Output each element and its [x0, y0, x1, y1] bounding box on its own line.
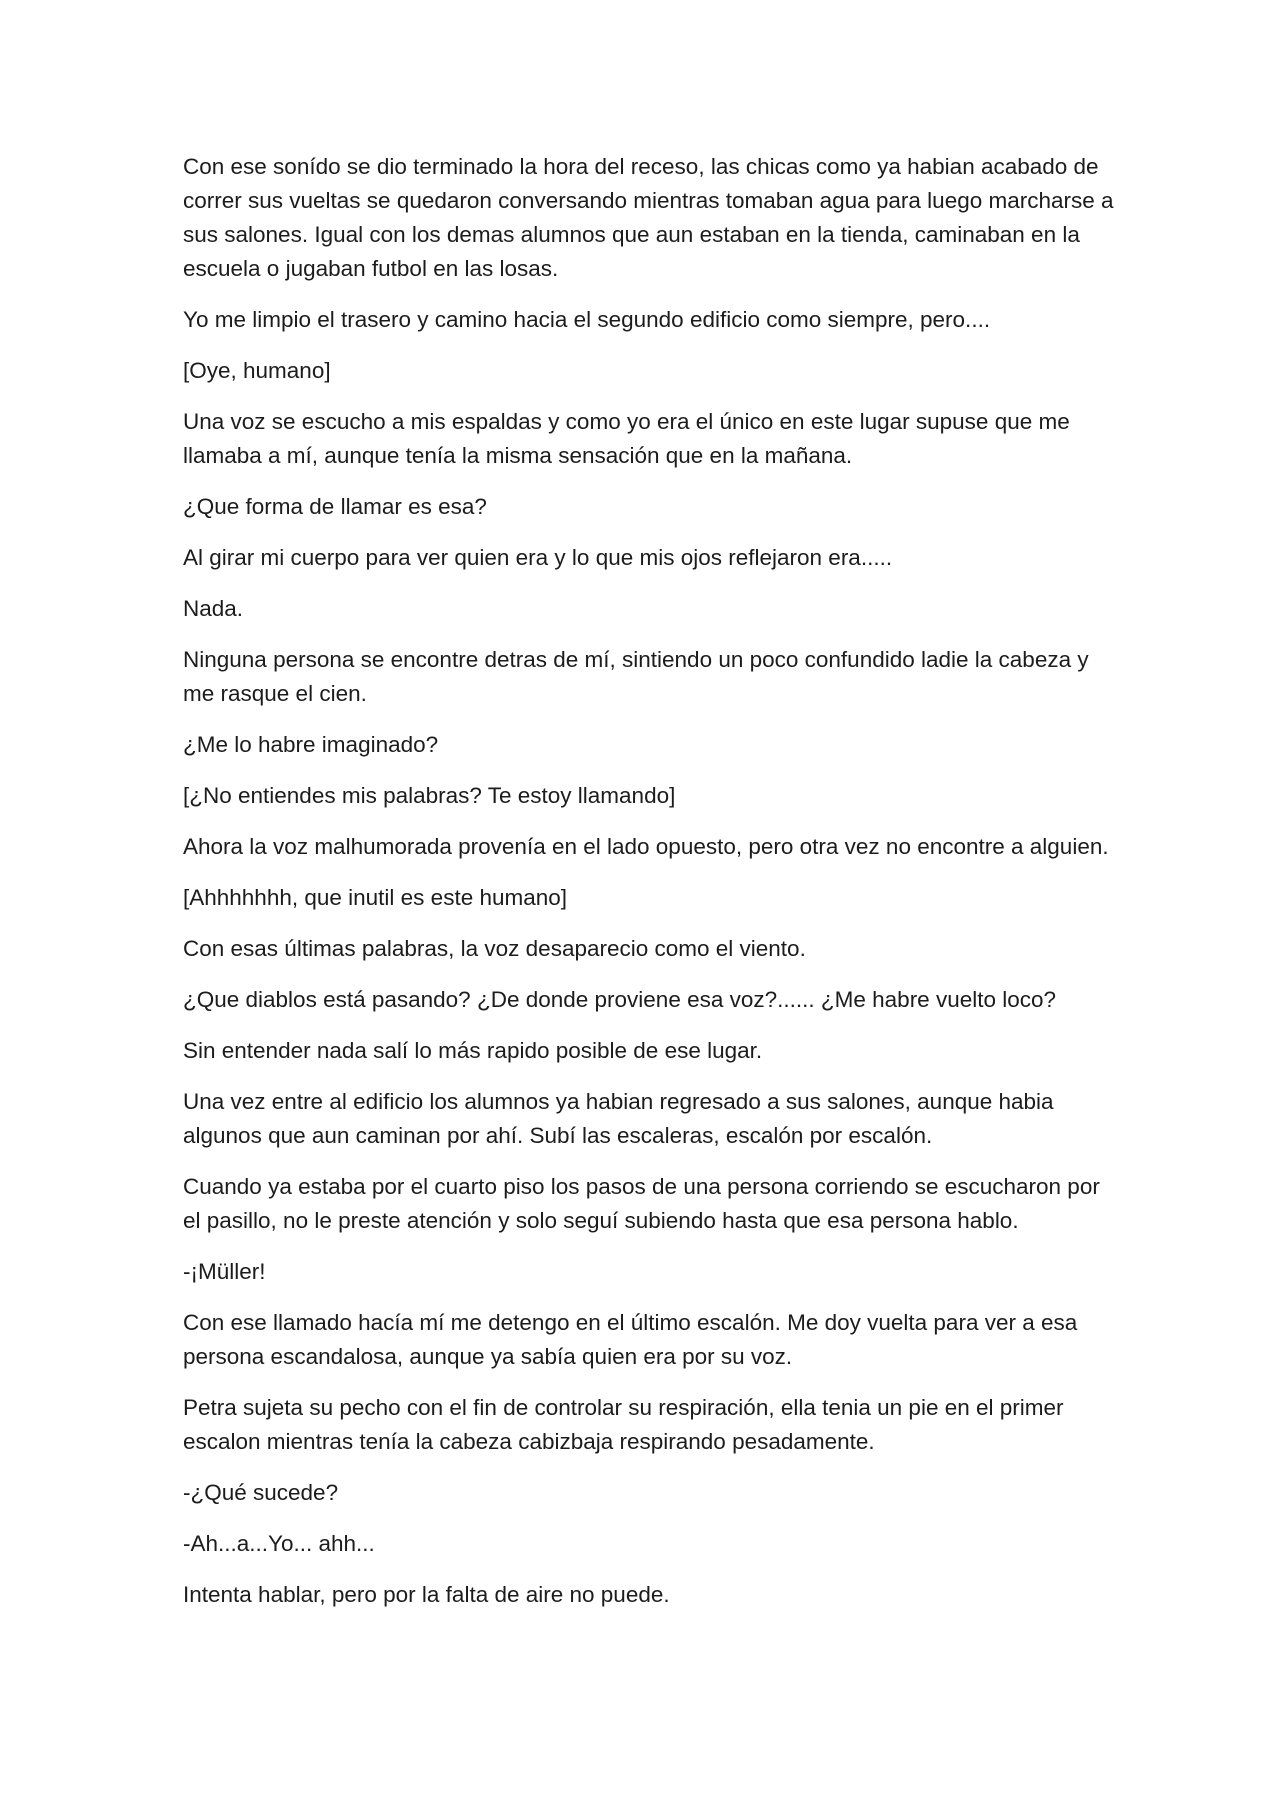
- paragraph: Una voz se escucho a mis espaldas y como yo era el único en este lugar supuse que me llamaba a mí, aunque tenía la misma sensación que en la mañana.: [183, 409, 1070, 468]
- paragraph: Nada.: [183, 596, 244, 621]
- paragraph: Cuando ya estaba por el cuarto piso los pasos de una persona corriendo se escucharon por el pasillo, no le preste atención y solo seguí subiendo hasta que esa persona hablo.: [183, 1174, 1100, 1233]
- paragraph: -Ah...a...Yo... ahh...: [183, 1531, 375, 1556]
- paragraph: Yo me limpio el trasero y camino hacia el segundo edificio como siempre, pero....: [183, 307, 991, 332]
- paragraph: [Ahhhhhhh, que inutil es este humano]: [183, 885, 568, 910]
- paragraph: Con esas últimas palabras, la voz desaparecio como el viento.: [183, 936, 806, 961]
- paragraph: Con ese sonído se dio terminado la hora del receso, las chicas como ya habian acabado de correr sus vueltas se quedaron conversando mientras tomaban agua para luego marcharse a sus salones. Igual con los demas alumnos que aun estaban en la tienda, caminaban en la escuela o jugaban futbol en las losas.: [183, 154, 1114, 281]
- document-body: [183, 150, 1118, 1629]
- paragraph: Con ese llamado hacía mí me detengo en el último escalón. Me doy vuelta para ver a esa persona escandalosa, aunque ya sabía quien era por su voz.: [183, 1310, 1078, 1369]
- paragraph: Al girar mi cuerpo para ver quien era y lo que mis ojos reflejaron era.....: [183, 545, 893, 570]
- paragraph: Ahora la voz malhumorada provenía en el lado opuesto, pero otra vez no encontre a alguien.: [183, 834, 1109, 859]
- paragraph: ¿Me lo habre imaginado?: [183, 732, 439, 757]
- paragraph: ¿Que diablos está pasando? ¿De donde proviene esa voz?...... ¿Me habre vuelto loco?: [183, 987, 1057, 1012]
- paragraph: -¡Müller!: [183, 1259, 266, 1284]
- paragraph: -¿Qué sucede?: [183, 1480, 339, 1505]
- paragraph: Ninguna persona se encontre detras de mí, sintiendo un poco confundido ladie la cabeza y me rasque el cien.: [183, 647, 1089, 706]
- paragraph: [¿No entiendes mis palabras? Te estoy llamando]: [183, 783, 676, 808]
- paragraph: Intenta hablar, pero por la falta de aire no puede.: [183, 1582, 670, 1607]
- paragraph: Petra sujeta su pecho con el fin de controlar su respiración, ella tenia un pie en el primer escalon mientras tenía la cabeza cabizbaja respirando pesadamente.: [183, 1395, 1064, 1454]
- paragraph: [Oye, humano]: [183, 358, 331, 383]
- paragraph: Sin entender nada salí lo más rapido posible de ese lugar.: [183, 1038, 763, 1063]
- paragraph: Una vez entre al edificio los alumnos ya habian regresado a sus salones, aunque habia algunos que aun caminan por ahí. Subí las escaleras, escalón por escalón.: [183, 1089, 1054, 1148]
- paragraph: ¿Que forma de llamar es esa?: [183, 494, 487, 519]
